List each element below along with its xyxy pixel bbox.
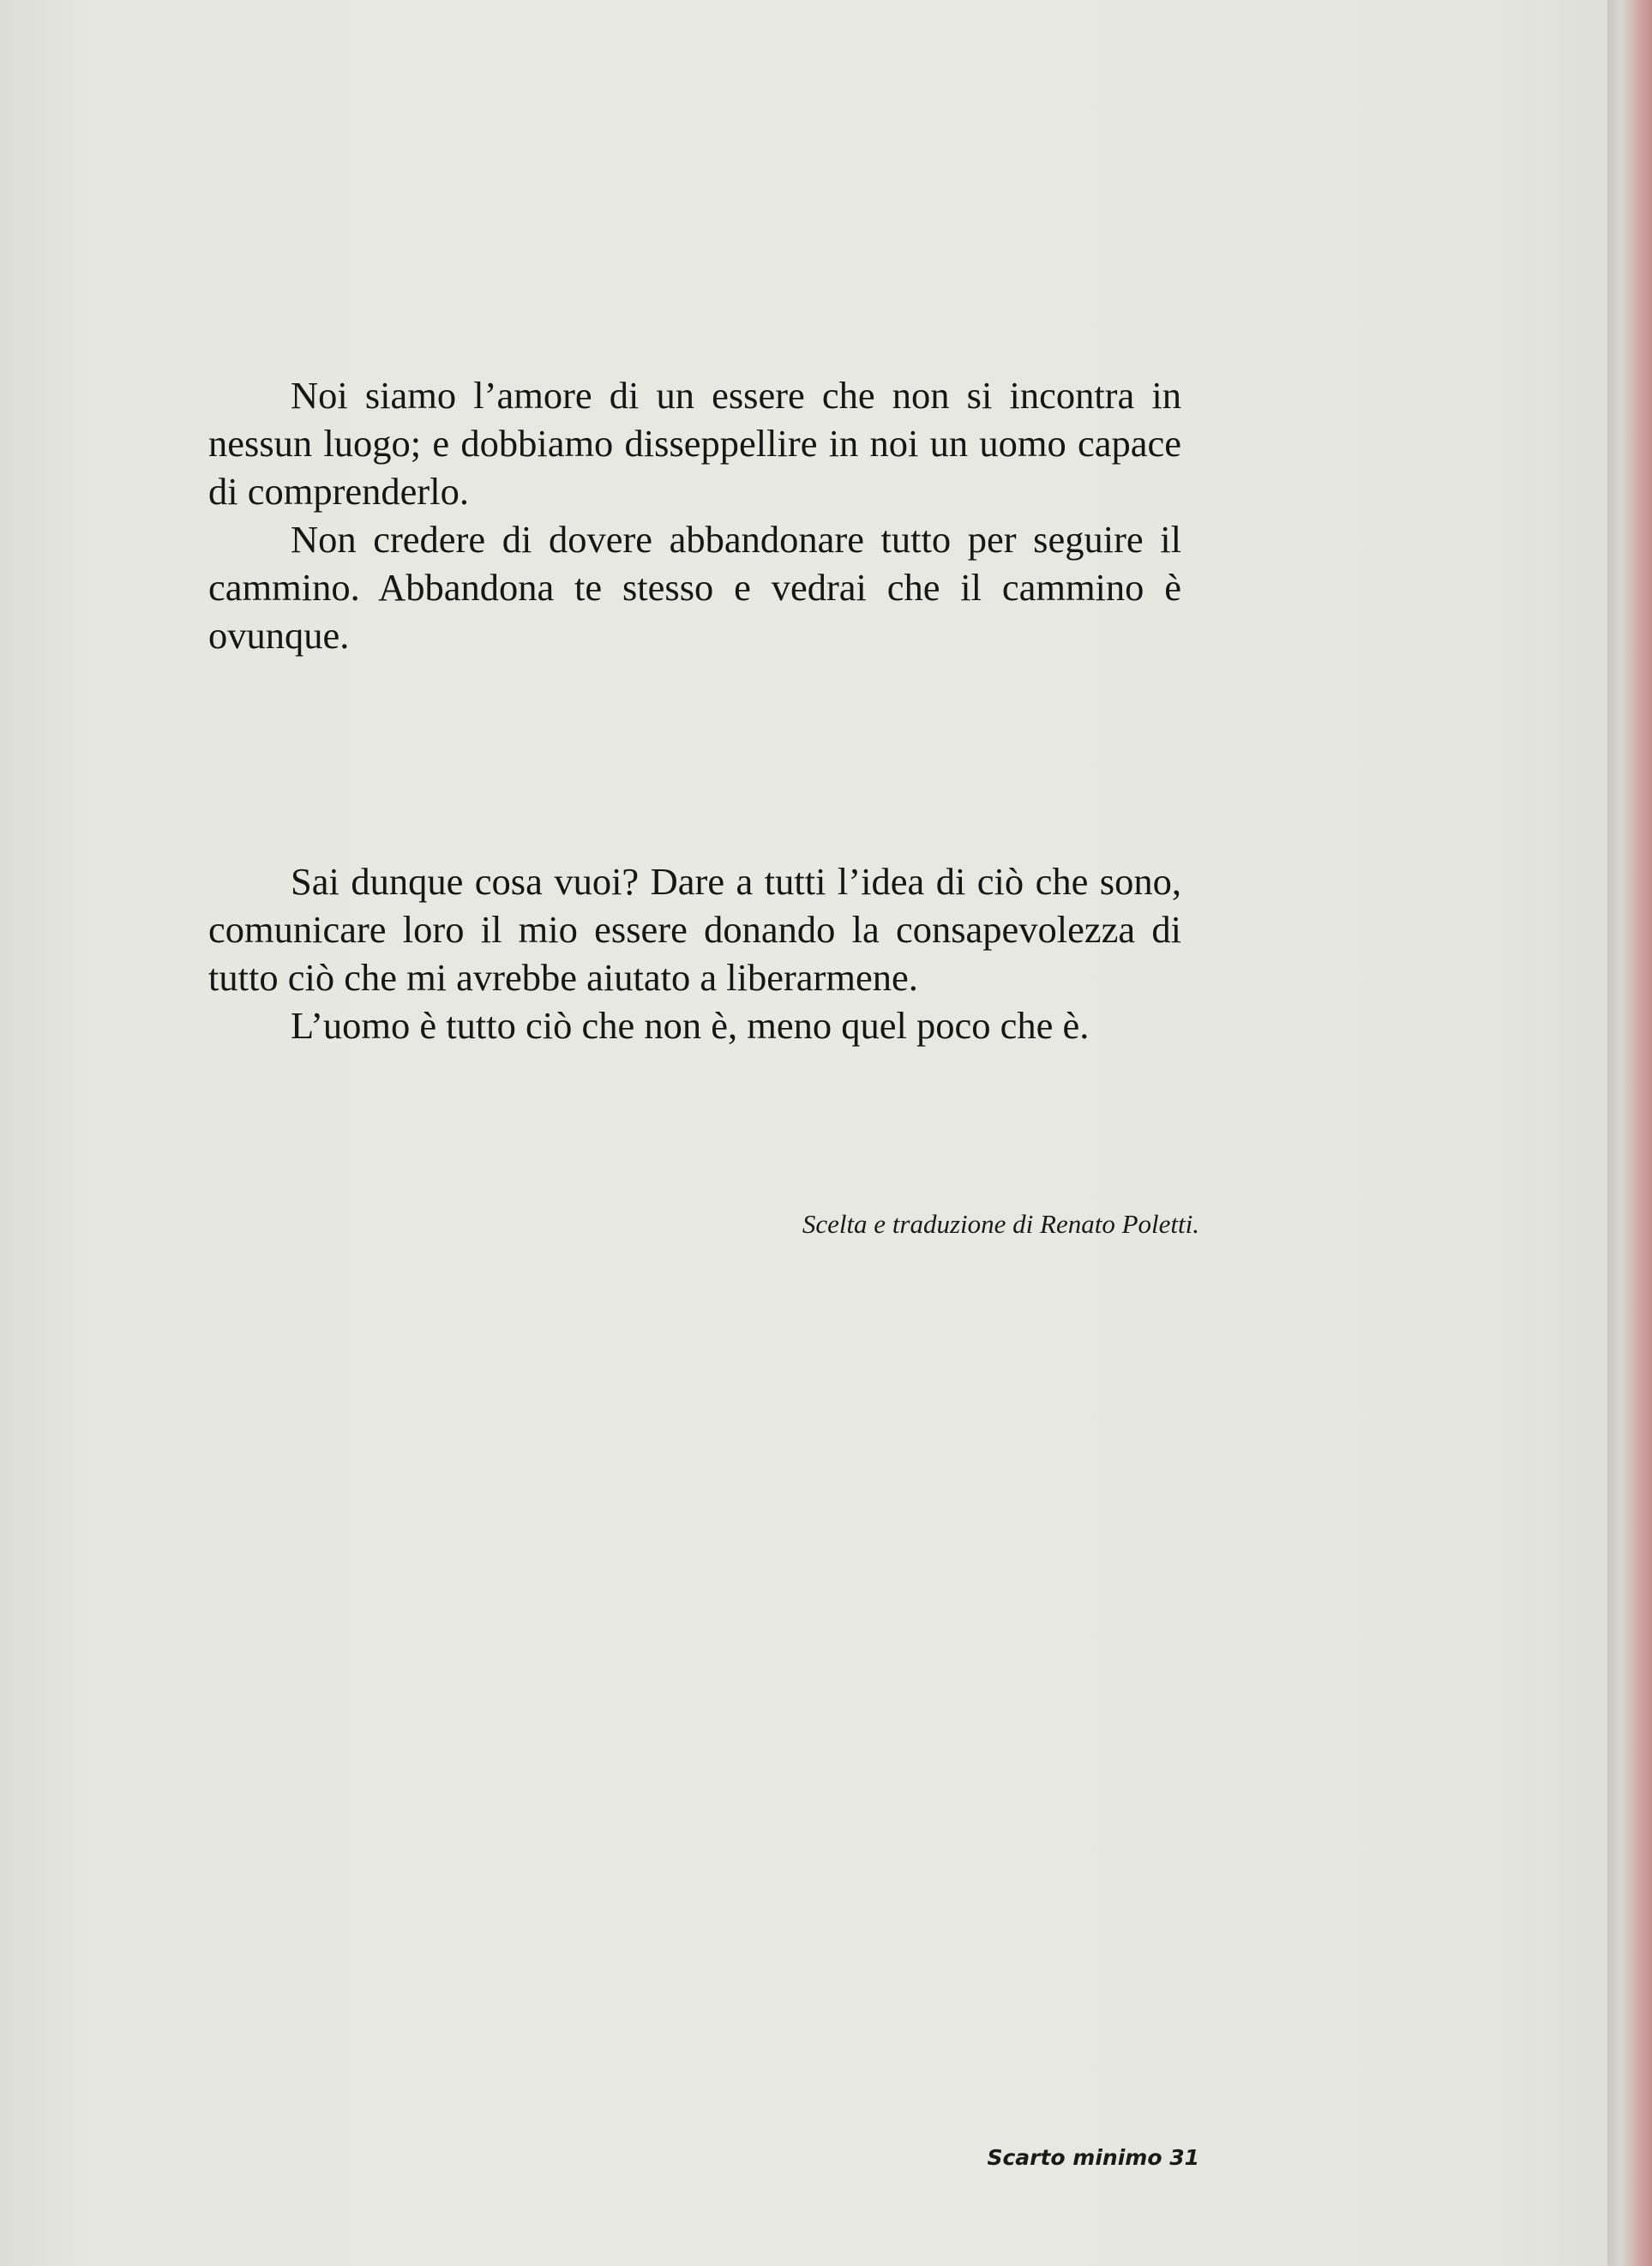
page-footer: Scarto minimo 31 [987, 2145, 1199, 2170]
paragraph: Non credere di dovere abbandonare tutto per seguire il cammino. Abbandona te stesso e vedrai che il cammino è ovunque. [208, 518, 1181, 657]
page-edge [1607, 0, 1652, 2266]
paragraph: Noi siamo l’amore di un essere che non si incontra in nessun luogo; e dobbiamo disseppellire in noi un uomo capace di comprenderlo. [208, 374, 1181, 513]
translation-credit: Scelta e traduzione di Renato Poletti. [802, 1209, 1199, 1239]
paragraph: L’uomo è tutto ciò che non è, meno quel poco che è. [291, 1004, 1090, 1047]
paragraph: Sai dunque cosa vuoi? Dare a tutti l’idea di ciò che sono, comunicare loro il mio essere donando la consapevolezza di tutto ciò che mi avrebbe aiutato a liberarmene. [208, 860, 1181, 999]
text-block-2 [208, 857, 1181, 1049]
text-block-1 [208, 371, 1181, 659]
